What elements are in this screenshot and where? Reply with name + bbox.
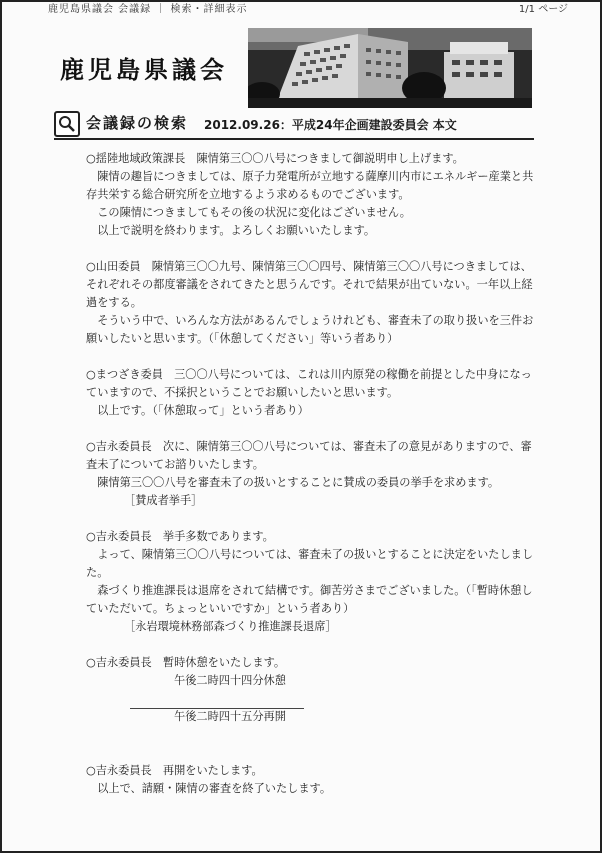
speech-line: ○吉永委員長 暫時休憩をいたします。 bbox=[86, 656, 286, 669]
recess-divider bbox=[130, 708, 304, 709]
speech-block bbox=[86, 366, 532, 420]
speech-line: ○吉永委員長 再開をいたします。 bbox=[86, 764, 263, 777]
speech-line: ていただいて。ちょっといいですか」という者あり） bbox=[86, 602, 355, 615]
print-header-page: 1/1 ページ bbox=[518, 4, 568, 15]
site-title: 鹿児島県議会 bbox=[60, 55, 228, 84]
speech-line: 以上です。（「休憩取って」という者あり） bbox=[86, 404, 309, 417]
minutes-body bbox=[86, 150, 534, 798]
assembly-building-photo bbox=[248, 28, 532, 108]
speech-line: 陳情の趣旨につきましては、原子力発電所が立地する薩摩川内市にエネルギー産業と共 bbox=[86, 170, 534, 183]
speech-line: ○吉永委員長 挙手多数であります。 bbox=[86, 530, 274, 543]
speech-line: 査未了についてお諮りいたします。 bbox=[86, 458, 264, 471]
search-icon bbox=[54, 111, 80, 137]
site-banner bbox=[52, 28, 532, 110]
search-heading: 会議録の検索 bbox=[86, 114, 189, 132]
resume-time: 午後二時四十五分再開 bbox=[174, 710, 286, 723]
speech-line: ○吉永委員長 次に、陳情第三〇〇八号については、審査未了の意見がありますので、審 bbox=[86, 440, 532, 453]
speech-line: よって、陳情第三〇〇八号については、審査未了の扱いとすることに決定をいたしまし bbox=[86, 548, 534, 561]
speech-block bbox=[86, 150, 534, 240]
print-header-title: 鹿児島県議会 会議録 ｜ 検索・詳細表示 bbox=[48, 4, 248, 15]
speech-block bbox=[86, 762, 526, 798]
speech-line: 存共栄する総合研究所を立地するよう求めるものでございます。 bbox=[86, 188, 410, 201]
stage-direction: ［永岩環境林務部森づくり推進課長退席］ bbox=[124, 620, 337, 633]
print-header-strip bbox=[48, 2, 568, 16]
speech-line: ていますので、不採択ということでお願いしたいと思います。 bbox=[86, 386, 399, 399]
speech-block bbox=[86, 438, 532, 510]
speech-block bbox=[86, 258, 534, 348]
speech-line: そういう中で、いろんな方法があるんでしょうけれども、審査未了の取り扱いを三件お bbox=[86, 314, 534, 327]
speech-line: 過をする。 bbox=[86, 296, 142, 309]
speech-block bbox=[86, 654, 526, 726]
speech-line: ○揺陸地域政策課長 陳情第三〇〇八号につきまして御説明申し上げます。 bbox=[86, 152, 464, 165]
speech-line: た。 bbox=[86, 566, 109, 579]
speech-line: この陳情につきましてもその後の状況に変化はございません。 bbox=[86, 206, 411, 219]
meeting-title: 2012.09.26：平成24年企画建設委員会 本文 bbox=[204, 118, 457, 132]
speech-line: それぞれその都度審議をされてきたと思うんです。それで結果が出ていない。一年以上経 bbox=[86, 278, 533, 291]
speech-line: 以上で、請願・陳情の審査を終了いたします。 bbox=[86, 782, 332, 795]
speech-line: 陳情第三〇〇八号を審査未了の扱いとすることに賛成の委員の挙手を求めます。 bbox=[86, 476, 500, 489]
speech-line: 森づくり推進課長は退席をされて結構です。御苦労さまでございました。（「暫時休憩し bbox=[86, 584, 533, 597]
speech-block bbox=[86, 528, 534, 636]
recess-time: 午後二時四十四分休憩 bbox=[174, 674, 286, 687]
speech-line: 以上で説明を終わります。よろしくお願いいたします。 bbox=[86, 224, 376, 237]
speech-line: 願いしたいと思います。（「休憩してください」等いう者あり） bbox=[86, 332, 399, 345]
speech-line: ○まつざき委員 三〇〇八号については、これは川内原発の稼働を前提とした中身になっ bbox=[86, 368, 532, 381]
search-header bbox=[54, 108, 534, 140]
stage-direction: ［賛成者挙手］ bbox=[124, 494, 203, 507]
speech-line: ○山田委員 陳情第三〇〇九号、陳情第三〇〇四号、陳情第三〇〇八号につきましては、 bbox=[86, 260, 532, 273]
